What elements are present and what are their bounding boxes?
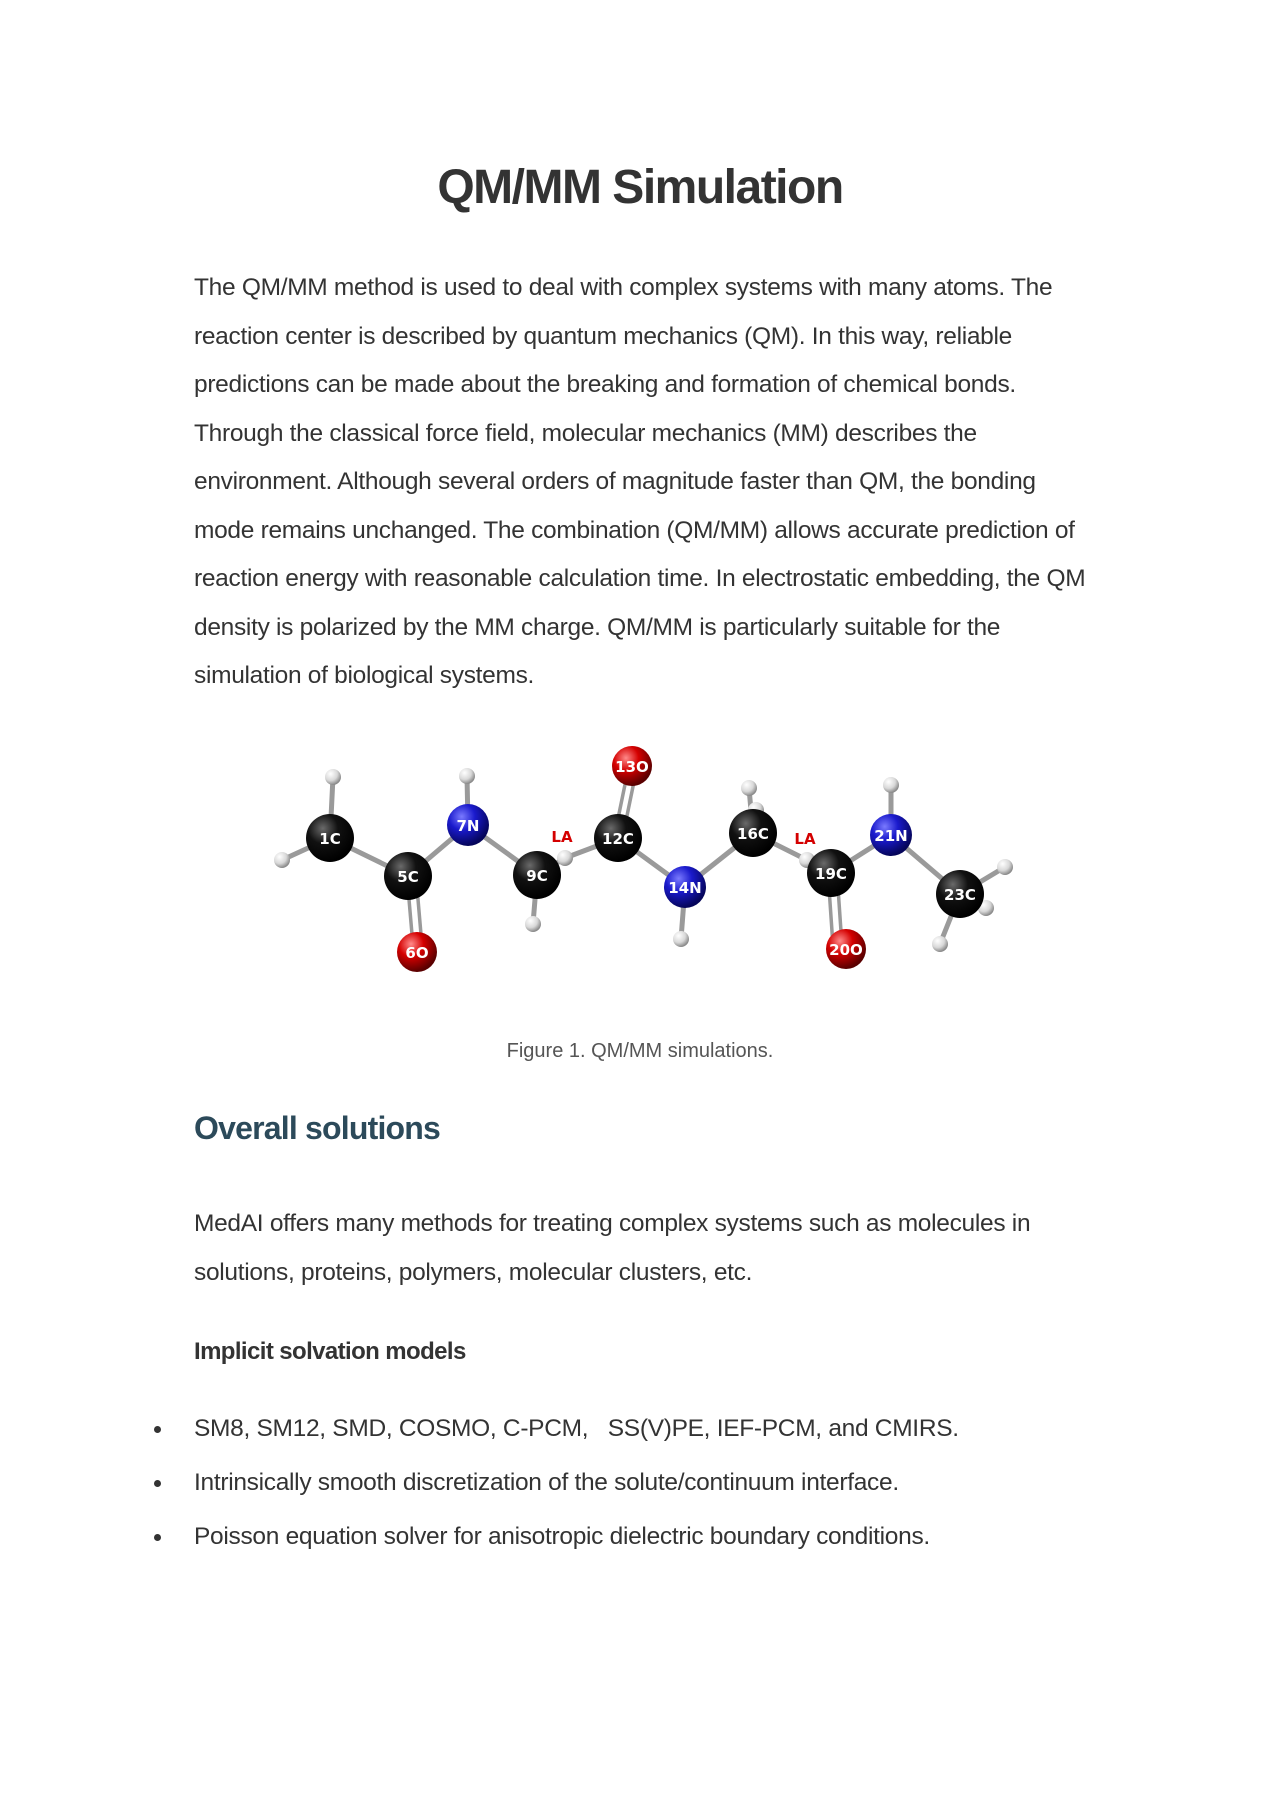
solutions-paragraph: MedAI offers many methods for treating complex systems such as molecules in solutions, proteins, polymers, molecular clusters, etc. — [194, 1210, 1031, 1286]
hydrogen-atom — [459, 768, 475, 784]
hydrogen-atom — [997, 859, 1013, 875]
hydrogen-atom — [673, 931, 689, 947]
list-item-text: Intrinsically smooth discretization of the solute/continuum interface. — [194, 1469, 899, 1496]
hydrogen-atom — [741, 780, 757, 796]
list-item-text: SM8, SM12, SMD, COSMO, C-PCM, SS(V)PE, IEF-PCM, and CMIRS. — [194, 1415, 959, 1442]
bullet-icon — [154, 1480, 161, 1487]
page-title: QM/MM Simulation — [437, 161, 843, 214]
atom-label-23c: 23C — [944, 886, 976, 904]
atom-label-9c: 9C — [526, 867, 548, 885]
link-atom-label-1: LA — [551, 828, 573, 846]
solvation-model-list — [194, 1402, 1144, 1564]
atom-label-21n: 21N — [874, 827, 908, 845]
subsection-heading: Implicit solvation models — [194, 1338, 466, 1365]
hydrogen-atom — [525, 916, 541, 932]
atom-label-16c: 16C — [737, 825, 769, 843]
hydrogen-atoms — [274, 768, 1013, 952]
hydrogen-atom — [325, 769, 341, 785]
bullet-icon — [154, 1534, 161, 1541]
atom-label-5c: 5C — [397, 868, 419, 886]
atom-label-13o: 13O — [615, 758, 649, 776]
atom-label-6o: 6O — [405, 944, 429, 962]
hydrogen-atom — [932, 936, 948, 952]
list-item — [194, 1456, 1144, 1510]
bullet-icon — [154, 1426, 161, 1433]
hydrogen-atom — [274, 852, 290, 868]
atom-label-20o: 20O — [829, 941, 863, 959]
link-hydrogen-atom — [557, 850, 573, 866]
atom-label-12c: 12C — [602, 830, 634, 848]
link-atom-label-2: LA — [794, 830, 816, 848]
section-heading: Overall solutions — [194, 1110, 441, 1146]
intro-paragraph: The QM/MM method is used to deal with complex systems with many atoms. The reaction center is described by quantum mechanics (QM). In this way, reliable predictions can be made about the breaking and formation of chemical bonds. Through the classical force field, molecular mechanics (MM) describes the environment. Although several orders of magnitude faster than QM, the bonding mode remains unchanged. The combination (QM/MM) allows accurate prediction of reaction energy with reasonable calculation time. In electrostatic embedding, the QM density is polarized by the MM charge. QM/MM is particularly suitable for the simulation of biological systems. — [194, 274, 1086, 689]
atom-label-19c: 19C — [815, 865, 847, 883]
atom-label-7n: 7N — [456, 817, 480, 835]
molecule-figure — [260, 730, 1020, 990]
list-item — [194, 1402, 1144, 1456]
list-item — [194, 1510, 1144, 1564]
hydrogen-atom — [883, 777, 899, 793]
list-item-text: Poisson equation solver for anisotropic dielectric boundary conditions. — [194, 1523, 930, 1550]
atom-label-1c: 1C — [319, 830, 341, 848]
atom-label-14n: 14N — [668, 879, 702, 897]
figure-caption: Figure 1. QM/MM simulations. — [506, 1040, 774, 1062]
molecule-diagram — [260, 730, 1020, 990]
